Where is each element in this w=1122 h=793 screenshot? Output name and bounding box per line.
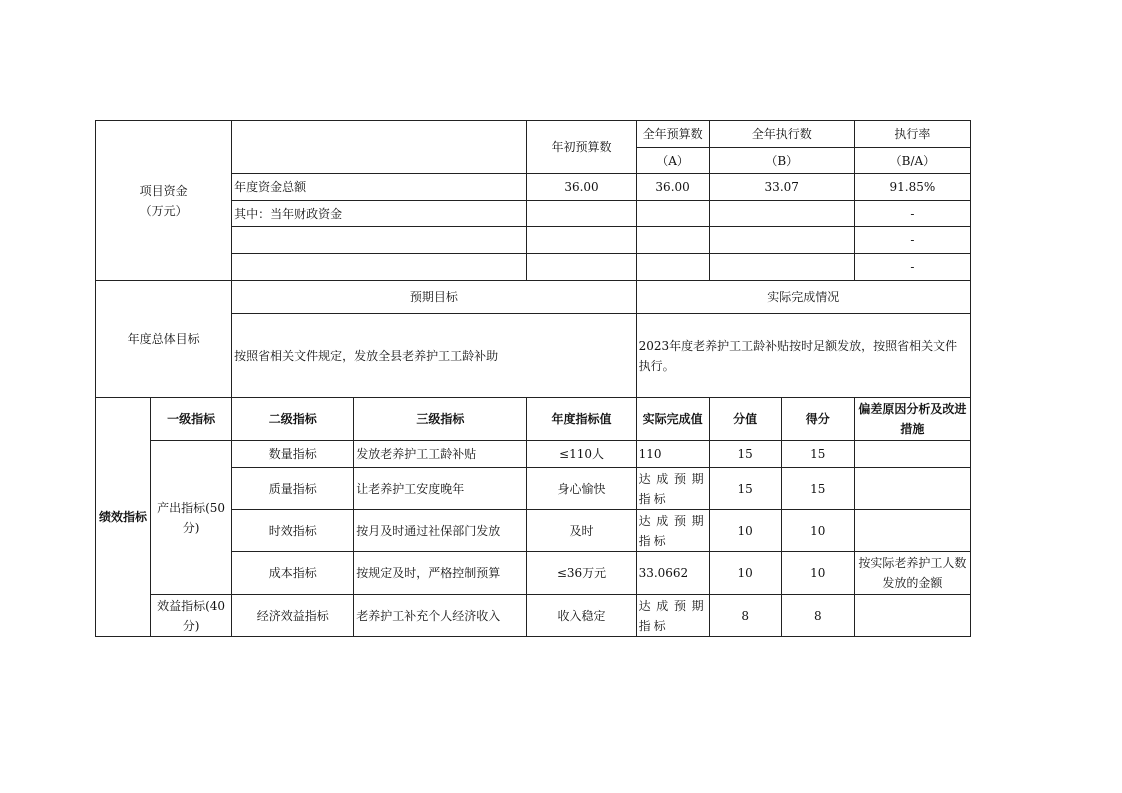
indicator-row <box>96 441 971 468</box>
funds-executed: 33.07 <box>709 174 854 201</box>
indicator-target: 及时 <box>527 510 636 552</box>
indicator-got: 15 <box>781 468 854 510</box>
indicator-level2: 经济效益指标 <box>232 595 354 637</box>
indicator-target: 身心愉快 <box>527 468 636 510</box>
goals-actual-header: 实际完成情况 <box>636 281 970 314</box>
indicator-score: 15 <box>709 441 781 468</box>
funds-row-label <box>232 254 527 281</box>
funds-full-year: 36.00 <box>636 174 709 201</box>
col-rate-sub: （B/A） <box>854 148 970 174</box>
indicator-level3: 按月及时通过社保部门发放 <box>354 510 527 552</box>
funds-full-year <box>636 201 709 227</box>
col-full-year-budget: 全年预算数 <box>636 121 709 148</box>
indicator-level3: 发放老养护工工龄补贴 <box>354 441 527 468</box>
header-deviation: 偏差原因分析及改进措施 <box>854 398 970 441</box>
indicator-level3: 按规定及时，严格控制预算 <box>354 552 527 595</box>
indicator-deviation <box>854 468 970 510</box>
indicator-got: 10 <box>781 510 854 552</box>
funds-label-cell <box>96 121 232 281</box>
performance-evaluation-table <box>95 120 971 637</box>
indicator-target: ≤110人 <box>527 441 636 468</box>
col-executed-sub: （B） <box>709 148 854 174</box>
indicator-score: 15 <box>709 468 781 510</box>
indicator-actual: 110 <box>636 441 709 468</box>
indicator-got: 8 <box>781 595 854 637</box>
header-target: 年度指标值 <box>527 398 636 441</box>
funds-unit: （万元） <box>139 203 188 218</box>
indicator-level2: 成本指标 <box>232 552 354 595</box>
group-output: 产出指标(50分) <box>151 441 232 595</box>
indicator-actual: 达成预期指标 <box>636 595 709 637</box>
indicator-deviation <box>854 595 970 637</box>
funds-executed <box>709 227 854 254</box>
indicator-level2: 数量指标 <box>232 441 354 468</box>
funds-executed <box>709 254 854 281</box>
header-level1: 一级指标 <box>151 398 232 441</box>
header-got: 得分 <box>781 398 854 441</box>
funds-rate: - <box>854 227 970 254</box>
header-level2: 二级指标 <box>232 398 354 441</box>
goals-label: 年度总体目标 <box>96 281 232 398</box>
indicator-level2: 时效指标 <box>232 510 354 552</box>
header-score: 分值 <box>709 398 781 441</box>
funds-executed <box>709 201 854 227</box>
col-executed: 全年执行数 <box>709 121 854 148</box>
funds-full-year <box>636 227 709 254</box>
indicator-score: 8 <box>709 595 781 637</box>
indicator-row <box>96 595 971 637</box>
funds-blank-header <box>232 121 527 174</box>
indicator-level3: 让老养护工安度晚年 <box>354 468 527 510</box>
funds-label: 项目资金 <box>139 183 188 198</box>
indicator-level2: 质量指标 <box>232 468 354 510</box>
funds-full-year <box>636 254 709 281</box>
performance-label: 绩效指标 <box>96 398 151 637</box>
funds-row-label <box>232 227 527 254</box>
funds-initial <box>527 201 636 227</box>
indicator-actual: 达成预期指标 <box>636 510 709 552</box>
col-initial-budget: 年初预算数 <box>527 121 636 174</box>
indicator-got: 15 <box>781 441 854 468</box>
indicator-target: 收入稳定 <box>527 595 636 637</box>
funds-initial <box>527 254 636 281</box>
group-benefit: 效益指标(40分) <box>151 595 232 637</box>
indicator-actual: 达成预期指标 <box>636 468 709 510</box>
goals-expected-text: 按照省相关文件规定，发放全县老养护工工龄补助 <box>232 314 636 398</box>
indicator-deviation: 按实际老养护工人数发放的金额 <box>854 552 970 595</box>
header-actual: 实际完成值 <box>636 398 709 441</box>
col-full-year-sub: （A） <box>636 148 709 174</box>
goals-expected-header: 预期目标 <box>232 281 636 314</box>
indicator-target: ≤36万元 <box>527 552 636 595</box>
funds-row-label: 年度资金总额 <box>232 174 527 201</box>
col-rate: 执行率 <box>854 121 970 148</box>
indicator-level3: 老养护工补充个人经济收入 <box>354 595 527 637</box>
indicator-score: 10 <box>709 552 781 595</box>
indicator-score: 10 <box>709 510 781 552</box>
funds-rate: 91.85% <box>854 174 970 201</box>
funds-row-label: 其中：当年财政资金 <box>232 201 527 227</box>
funds-initial: 36.00 <box>527 174 636 201</box>
funds-rate: - <box>854 201 970 227</box>
header-level3: 三级指标 <box>354 398 527 441</box>
goals-actual-text: 2023年度老养护工工龄补贴按时足额发放，按照省相关文件执行。 <box>636 314 970 398</box>
funds-rate: - <box>854 254 970 281</box>
indicator-got: 10 <box>781 552 854 595</box>
funds-initial <box>527 227 636 254</box>
indicator-deviation <box>854 441 970 468</box>
indicator-deviation <box>854 510 970 552</box>
indicator-actual: 33.0662 <box>636 552 709 595</box>
